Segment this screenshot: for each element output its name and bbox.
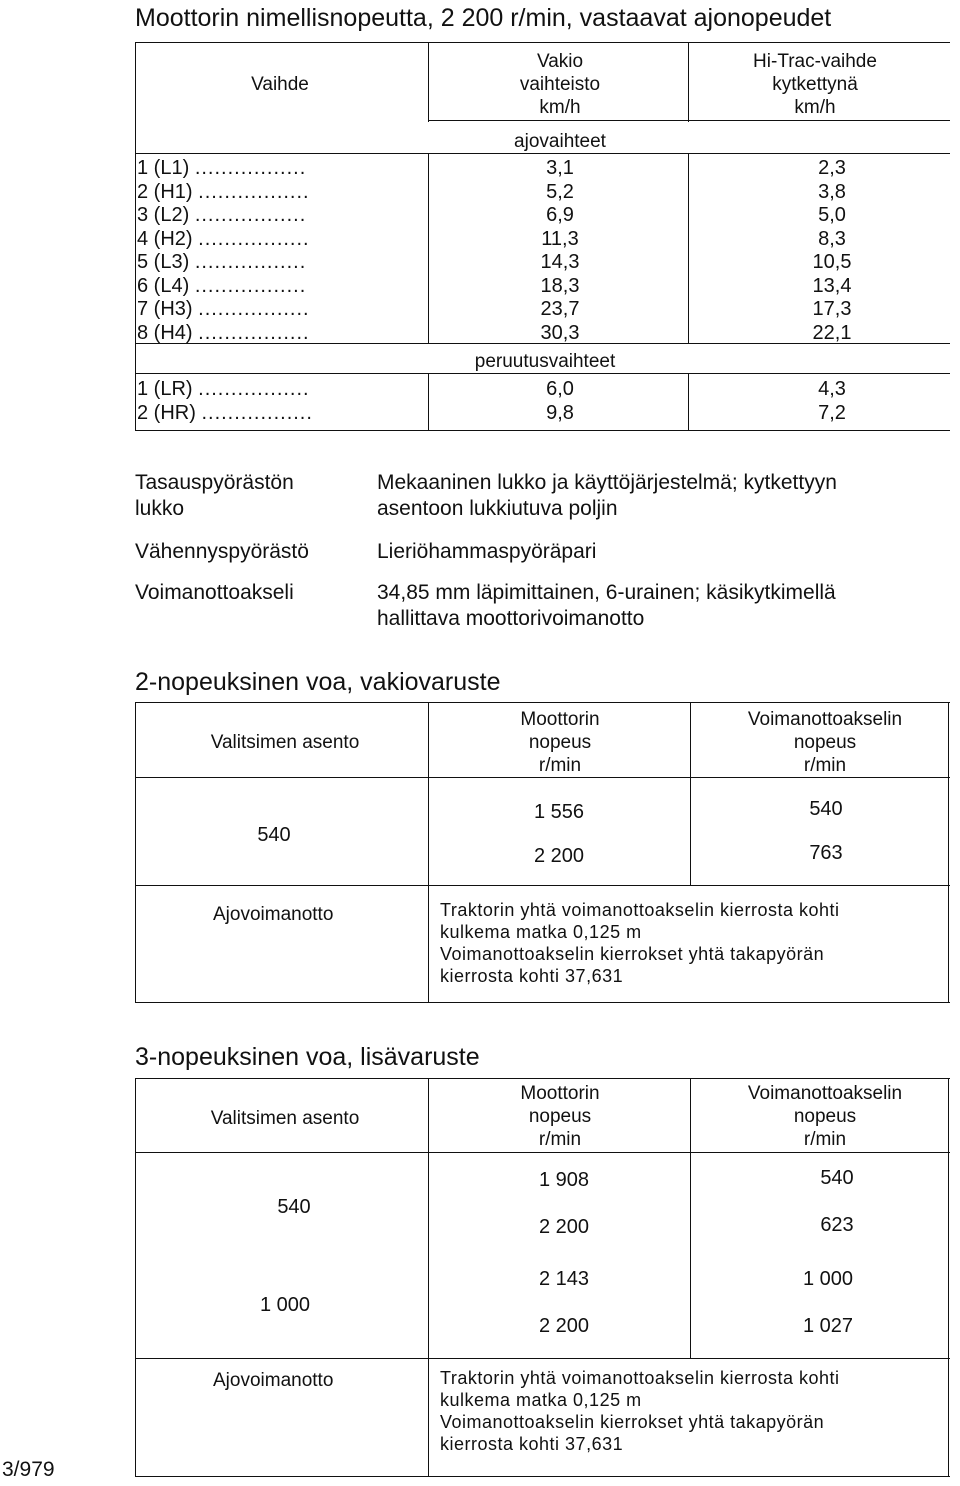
std-speed-value: 30,3	[540, 321, 580, 344]
col-std-header: Vakio vaihteisto km/h	[519, 51, 601, 118]
pto3-engine-speed: 2 200	[538, 1216, 590, 1238]
pto3-pto-speed: 623	[820, 1214, 854, 1236]
pto3-pto-speed: 1 000	[802, 1268, 854, 1290]
pto2-selector-540: 540	[257, 824, 291, 846]
pto3-pto-speed: 1 027	[802, 1315, 854, 1337]
col-divider	[428, 42, 429, 122]
gear-label: 6 (L4) .................	[137, 274, 307, 297]
pto2-ground-text: Traktorin yhtä voimanottoakselin kierrosta kohti kulkema matka 0,125 m Voimanottoakselin kierrokset yhtä takapyörän kierrosta kohti 37,631	[440, 900, 840, 986]
section-forward-label: ajovaihteet	[514, 131, 606, 152]
pto2-engine-speed: 2 200	[533, 845, 585, 867]
spec-value-pto-shaft: 34,85 mm läpimittainen, 6-urainen; käsikytkimellä hallittava moottorivoimanotto	[377, 581, 836, 630]
std-speed-value: 5,2	[546, 180, 574, 203]
pto3-pto-speed: 540	[820, 1167, 854, 1189]
col-divider	[428, 1078, 429, 1476]
col-divider	[688, 153, 689, 343]
col-divider	[428, 373, 429, 430]
gear-label: 1 (LR) .................	[137, 378, 310, 400]
table-border-left	[135, 1078, 136, 1476]
pto3-selector-1000: 1 000	[259, 1294, 311, 1316]
table-rule	[135, 885, 950, 886]
table-rule	[135, 1078, 950, 1079]
spec-value-differential-lock: Mekaaninen lukko ja käyttöjärjestelmä; kytkettyyn asentoon lukkiutuva poljin	[377, 471, 837, 520]
pto2-col-selector: Valitsimen asento	[210, 732, 360, 753]
gear-label: 7 (H3) .................	[137, 298, 310, 320]
pto2-engine-speed: 1 556	[533, 801, 585, 823]
hitrac-speed-value: 22,1	[812, 321, 852, 344]
spec-label-reduction-gear: Vähennyspyörästö	[135, 540, 309, 563]
table-rule	[135, 343, 950, 344]
table-rule	[135, 1476, 950, 1477]
std-speed-value: 18,3	[540, 274, 580, 297]
std-speed-value: 6,0	[546, 378, 574, 400]
gear-label: 2 (HR) .................	[137, 402, 313, 424]
pto3-col-pto: Voimanottoakselin nopeus r/min	[747, 1083, 903, 1150]
std-speed-value: 3,1	[546, 157, 574, 179]
col-divider	[688, 373, 689, 430]
table-rule	[135, 373, 950, 374]
pto3-col-selector: Valitsimen asento	[210, 1108, 360, 1129]
hitrac-speed-value: 8,3	[818, 227, 846, 250]
hitrac-speed-value: 5,0	[818, 204, 846, 226]
table-rule	[135, 1358, 950, 1359]
hitrac-speed-value: 2,3	[818, 157, 846, 179]
table-border-left	[135, 42, 136, 430]
table-rule	[135, 1002, 950, 1003]
table-rule	[135, 42, 950, 43]
page-number: 3/979	[2, 1458, 55, 1481]
spec-label-pto-shaft: Voimanottoakseli	[135, 581, 294, 604]
std-speed-value: 23,7	[540, 298, 580, 320]
gear-label: 3 (L2) .................	[137, 204, 307, 226]
col-divider	[688, 42, 689, 122]
std-speed-value: 6,9	[546, 204, 574, 226]
table-border-left	[135, 702, 136, 1002]
spec-label-differential-lock: Tasauspyörästön lukko	[135, 471, 294, 520]
gear-label: 1 (L1) .................	[137, 157, 307, 179]
table-rule	[135, 430, 950, 431]
table-rule	[428, 120, 950, 121]
col-divider	[428, 702, 429, 1002]
hitrac-speed-value: 13,4	[812, 274, 852, 297]
table-rule	[135, 702, 950, 703]
speed-table-title: Moottorin nimellisnopeutta, 2 200 r/min, vastaavat ajonopeudet	[135, 4, 832, 32]
hitrac-speed-value: 10,5	[812, 251, 852, 273]
table-rule	[135, 1152, 950, 1153]
hitrac-speed-value: 17,3	[812, 298, 852, 320]
std-speed-value: 14,3	[540, 251, 580, 273]
std-speed-value: 11,3	[541, 227, 579, 250]
hitrac-speed-value: 7,2	[818, 402, 846, 424]
gear-label: 5 (L3) .................	[137, 251, 307, 273]
col-hitrac-header: Hi-Trac-vaihde kytkettynä km/h	[753, 51, 877, 118]
gear-label: 4 (H2) .................	[137, 227, 310, 250]
table-rule	[135, 153, 950, 154]
pto2-title: 2-nopeuksinen voa, vakiovaruste	[135, 668, 501, 696]
pto3-engine-speed: 2 200	[538, 1315, 590, 1337]
col-divider	[690, 702, 691, 885]
pto3-col-engine: Moottorin nopeus r/min	[520, 1083, 600, 1150]
table-rule	[135, 777, 950, 778]
pto3-ground-text: Traktorin yhtä voimanottoakselin kierrosta kohti kulkema matka 0,125 m Voimanottoakselin kierrokset yhtä takapyörän kierrosta kohti 37,631	[440, 1368, 840, 1454]
pto3-title: 3-nopeuksinen voa, lisävaruste	[135, 1043, 480, 1071]
pto2-pto-speed: 540	[809, 798, 843, 820]
pto3-engine-speed: 1 908	[538, 1169, 590, 1191]
spec-value-reduction-gear: Lieriöhammaspyöräpari	[377, 540, 597, 563]
pto2-col-engine: Moottorin nopeus r/min	[520, 709, 600, 776]
pto3-engine-speed: 2 143	[538, 1268, 590, 1290]
table-border-right	[948, 1078, 949, 1476]
col-divider	[690, 1078, 691, 1358]
gear-label: 2 (H1) .................	[137, 180, 310, 203]
pto2-ground-label: Ajovoimanotto	[213, 904, 334, 925]
table-border-right	[948, 702, 949, 1002]
hitrac-speed-value: 3,8	[818, 180, 846, 203]
pto2-col-pto: Voimanottoakselin nopeus r/min	[747, 709, 903, 776]
gear-label: 8 (H4) .................	[137, 321, 310, 344]
pto3-ground-label: Ajovoimanotto	[213, 1370, 334, 1391]
col-divider	[428, 153, 429, 343]
pto3-selector-540: 540	[277, 1196, 311, 1218]
section-reverse-label: peruutusvaihteet	[474, 351, 616, 372]
col-gear-header: Vaihde	[251, 74, 309, 95]
std-speed-value: 9,8	[546, 402, 574, 424]
hitrac-speed-value: 4,3	[818, 378, 846, 400]
pto2-pto-speed: 763	[809, 842, 843, 864]
